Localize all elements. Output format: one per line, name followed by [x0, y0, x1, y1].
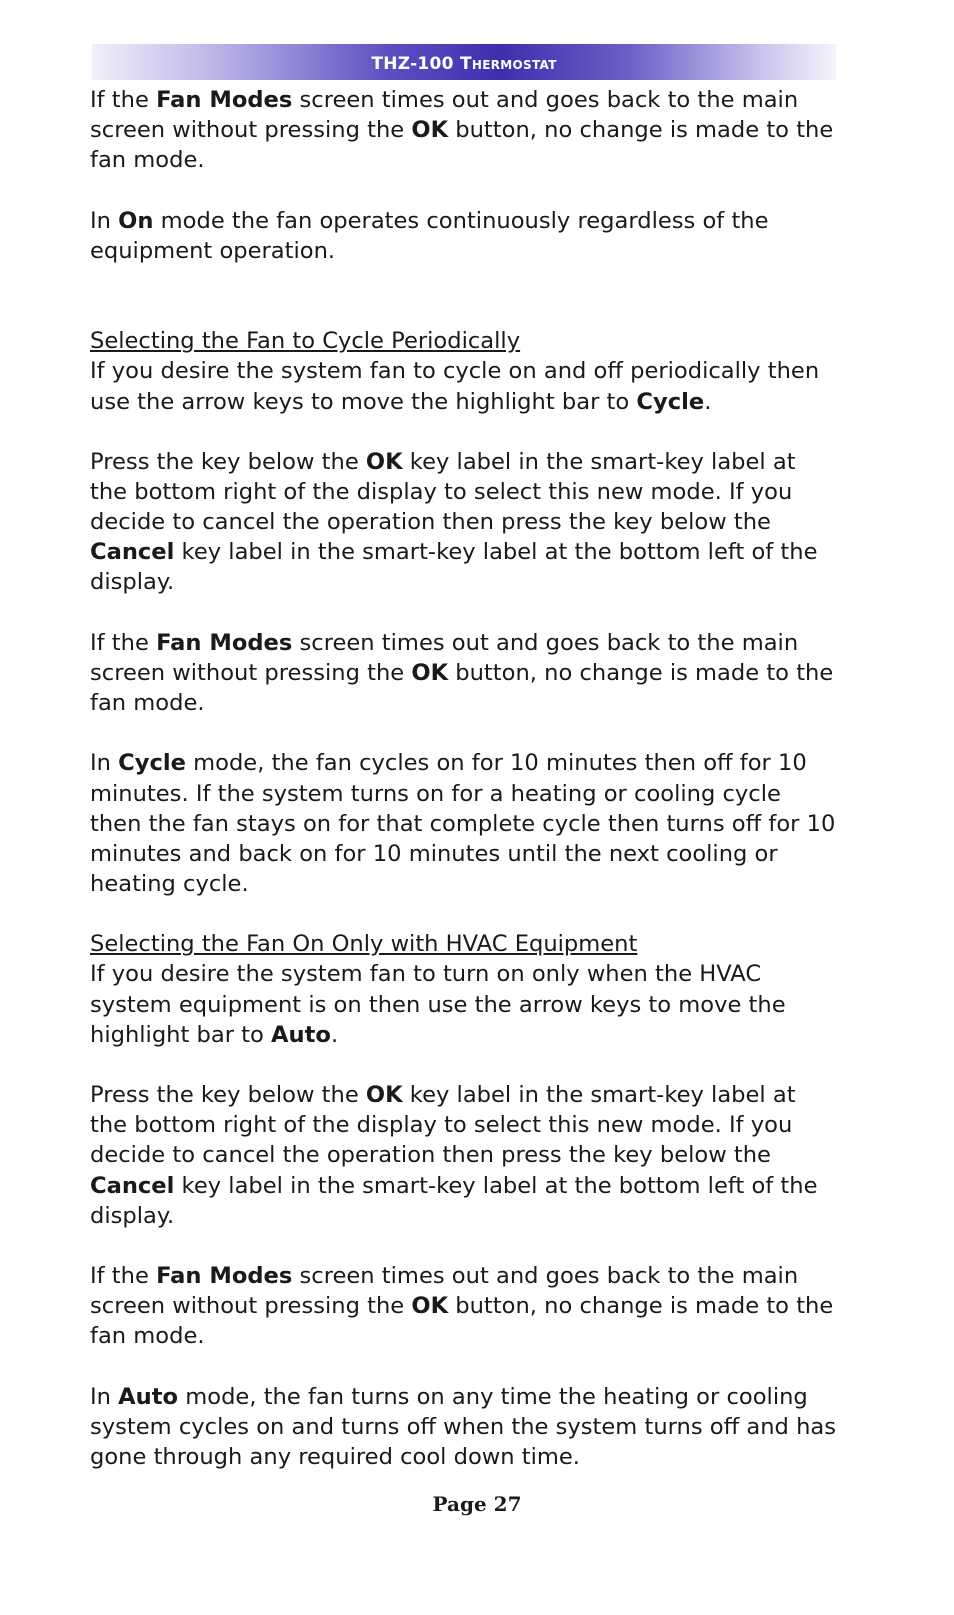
page-content — [90, 85, 838, 1472]
paragraph-cycle-timeout: If the Fan Modes screen times out and goes back to the main screen without pressing the OK button, no change is made to the fan mode. — [90, 629, 834, 717]
paragraph-fan-modes-timeout: If the Fan Modes screen times out and goes back to the main screen without pressing the OK button, no change is made to the fan mode. — [90, 87, 834, 174]
paragraph-auto-mode: In Auto mode, the fan turns on any time the heating or cooling system cycles on and turns off when the system turns off and has gone through any required cool down time. — [90, 1383, 837, 1470]
header-title: THZ-100 Thermostat — [371, 54, 557, 74]
header-bar — [92, 44, 836, 80]
section-heading-cycle: Selecting the Fan to Cycle Periodically — [90, 328, 521, 355]
paragraph-cycle-press: Press the key below the OK key label in the smart-key label at the bottom right of the display to select this new mode. If you decide to cancel the operation then press the key below the Cancel key label in the smart-key label at the bottom left of the display. — [90, 448, 818, 596]
paragraph-cycle-mode: In Cycle mode, the fan cycles on for 10 minutes then off for 10 minutes. If the system turns on for a heating or cooling cycle then the fan stays on for that complete cycle then turns off for 10 minutes and back on for 10 minutes until the next cooling or heating cycle. — [90, 750, 836, 897]
paragraph-auto-press: Press the key below the OK key label in the smart-key label at the bottom right of the display to select this new mode. If you decide to cancel the operation then press the key below the Cancel key label in the smart-key label at the bottom left of the display. — [90, 1082, 818, 1229]
section-heading-auto: Selecting the Fan On Only with HVAC Equipment — [90, 931, 638, 958]
paragraph-cycle-intro: If you desire the system fan to cycle on and off periodically then use the arrow keys to move the highlight bar to Cycle. — [90, 358, 820, 415]
paragraph-on-mode: In On mode the fan operates continuously regardless of the equipment operation. — [90, 207, 769, 264]
paragraph-auto-intro: If you desire the system fan to turn on only when the HVAC system equipment is on then use the arrow keys to move the highlight bar to Auto. — [90, 961, 786, 1048]
page-number: Page 27 — [432, 1492, 522, 1516]
paragraph-auto-timeout: If the Fan Modes screen times out and goes back to the main screen without pressing the OK button, no change is made to the fan mode. — [90, 1262, 834, 1350]
